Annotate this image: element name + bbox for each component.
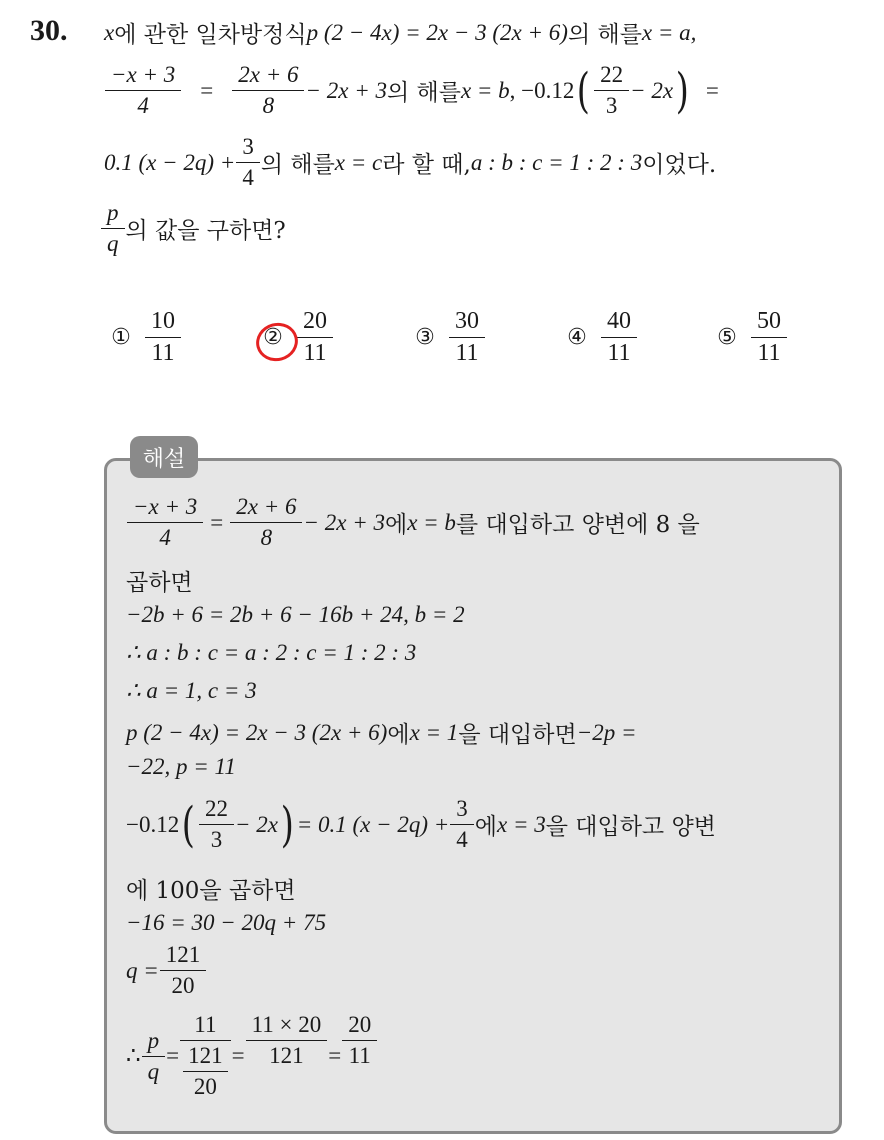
expr: p (2 − 4x) = 2x − 3 (2x + 6) [126, 719, 388, 745]
text: 를 대입하고 양변에 8 을 [455, 512, 700, 538]
fraction: $\frac{11 \times 20}{121}$ [249, 1012, 325, 1069]
solution-b: x = b [460, 77, 510, 103]
choice-number: ② [263, 325, 283, 350]
fraction-p-over-q: $\frac{p}{q}$ [104, 200, 122, 257]
coef: , −0.12 [509, 77, 575, 103]
solution-line-10: −16 = 30 − 20q + 75 [126, 910, 327, 935]
expr: −2p = [576, 719, 637, 745]
choice-4[interactable] [564, 308, 638, 367]
fraction: $\frac{2x + 6}{8}$ [235, 62, 301, 119]
fraction: $\frac{-x + 3}{4}$ [130, 494, 200, 551]
coef: −0.12 [126, 811, 180, 837]
text: 의 해를 [260, 152, 335, 178]
choice-1[interactable] [108, 308, 182, 367]
text: 을 대입하면 [458, 722, 577, 748]
equation-1: p (2 − 4x) = 2x − 3 (2x + 6) [306, 19, 568, 45]
equals: = [166, 1043, 180, 1068]
fraction: $\frac{-x + 3}{4}$ [108, 62, 178, 119]
text: 라 할 때, [382, 152, 471, 178]
solution-line-3: −2b + 6 = 2b + 6 − 16b + 24, b = 2 [126, 602, 465, 627]
expr: x = b [407, 509, 456, 535]
problem-line-3 [104, 134, 716, 191]
paren-close: ) [675, 62, 690, 119]
equals: = [328, 1043, 342, 1068]
solution-line-11 [126, 942, 207, 999]
paren-open: ( [577, 62, 591, 119]
choice-5[interactable] [714, 308, 788, 367]
problem-line-4 [104, 200, 286, 257]
text: 에 관한 일차방정식 [114, 22, 307, 48]
solution-line-12 [126, 1012, 378, 1100]
question-text: 의 값을 구하면? [125, 218, 286, 244]
text: 에 [387, 722, 410, 748]
solution-a: x = a, [641, 19, 697, 45]
fraction: $\frac{3}{4}$ [239, 134, 257, 191]
paren-open: ( [182, 796, 196, 853]
expr: x = 1 [409, 719, 459, 745]
equals: = [200, 77, 214, 103]
solution-line-4: ∴ a : b : c = a : 2 : c = 1 : 2 : 3 [126, 640, 417, 665]
text: 에 [474, 814, 497, 840]
selected-mark [260, 325, 296, 351]
complex-fraction: 11 121 20 [183, 1012, 228, 1100]
solution-line-9: 에 100을 곱하면 [126, 878, 296, 904]
solution-c: x = c [334, 149, 383, 175]
choice-number: ③ [415, 325, 435, 350]
choice-number: ④ [567, 325, 587, 350]
fraction: $\frac{2x + 6}{8}$ [233, 494, 299, 551]
solution-line-5: ∴ a = 1, c = 3 [126, 678, 257, 703]
var-x: x [104, 19, 115, 45]
text: 의 해를 [567, 22, 642, 48]
fraction: $\frac{50}{11}$ [754, 308, 784, 367]
expr: x = 3 [497, 811, 546, 837]
choice-number: ① [111, 325, 131, 350]
solution-line-1 [126, 494, 700, 551]
fraction: $\frac{p}{q}$ [145, 1028, 163, 1085]
expr: − 2x [630, 77, 674, 103]
question-number: 30. [30, 14, 68, 47]
equals: = [210, 509, 224, 535]
text: 에 [384, 512, 408, 538]
fraction: $\frac{22}{3}$ [202, 796, 231, 853]
expr: − 2x + 3 [305, 77, 387, 103]
problem-line-1 [104, 16, 696, 49]
fraction: $\frac{20}{11}$ [300, 308, 330, 367]
fraction: $\frac{22}{3}$ [597, 62, 626, 119]
fraction: $\frac{30}{11}$ [452, 308, 482, 367]
fraction: $\frac{121}{20}$ [163, 942, 204, 999]
equals: = [705, 77, 719, 103]
fraction: $\frac{20}{11}$ [345, 1012, 374, 1069]
text: 이었다. [642, 152, 717, 178]
solution-line-6 [126, 716, 637, 749]
paren-close: ) [280, 796, 294, 853]
expr: − 2x [234, 811, 278, 837]
choice-number: ⑤ [717, 325, 737, 350]
expr: 0.1 (x − 2q) + [104, 149, 236, 175]
fraction: $\frac{10}{11}$ [148, 308, 178, 367]
expr: − 2x + 3 [303, 509, 385, 535]
choice-2[interactable] [260, 308, 334, 367]
text: 을 대입하고 양변 [545, 814, 716, 840]
expr: = 0.1 (x − 2q) + [296, 811, 450, 837]
choice-3[interactable] [412, 308, 486, 367]
answer-choices [108, 308, 808, 368]
solution-line-7: −22, p = 11 [126, 754, 236, 779]
solution-line-8 [126, 796, 716, 853]
therefore: ∴ [126, 1043, 141, 1068]
text: 의 해를 [386, 80, 461, 106]
problem-line-2 [104, 62, 719, 119]
fraction: $\frac{3}{4}$ [453, 796, 471, 853]
ratio: a : b : c = 1 : 2 : 3 [470, 149, 643, 175]
solution-line-2: 곱하면 [126, 570, 193, 596]
solution-tag: 해설 [130, 436, 198, 478]
equals: = [231, 1043, 245, 1068]
fraction: $\frac{40}{11}$ [604, 308, 634, 367]
expr: q = [126, 957, 159, 983]
